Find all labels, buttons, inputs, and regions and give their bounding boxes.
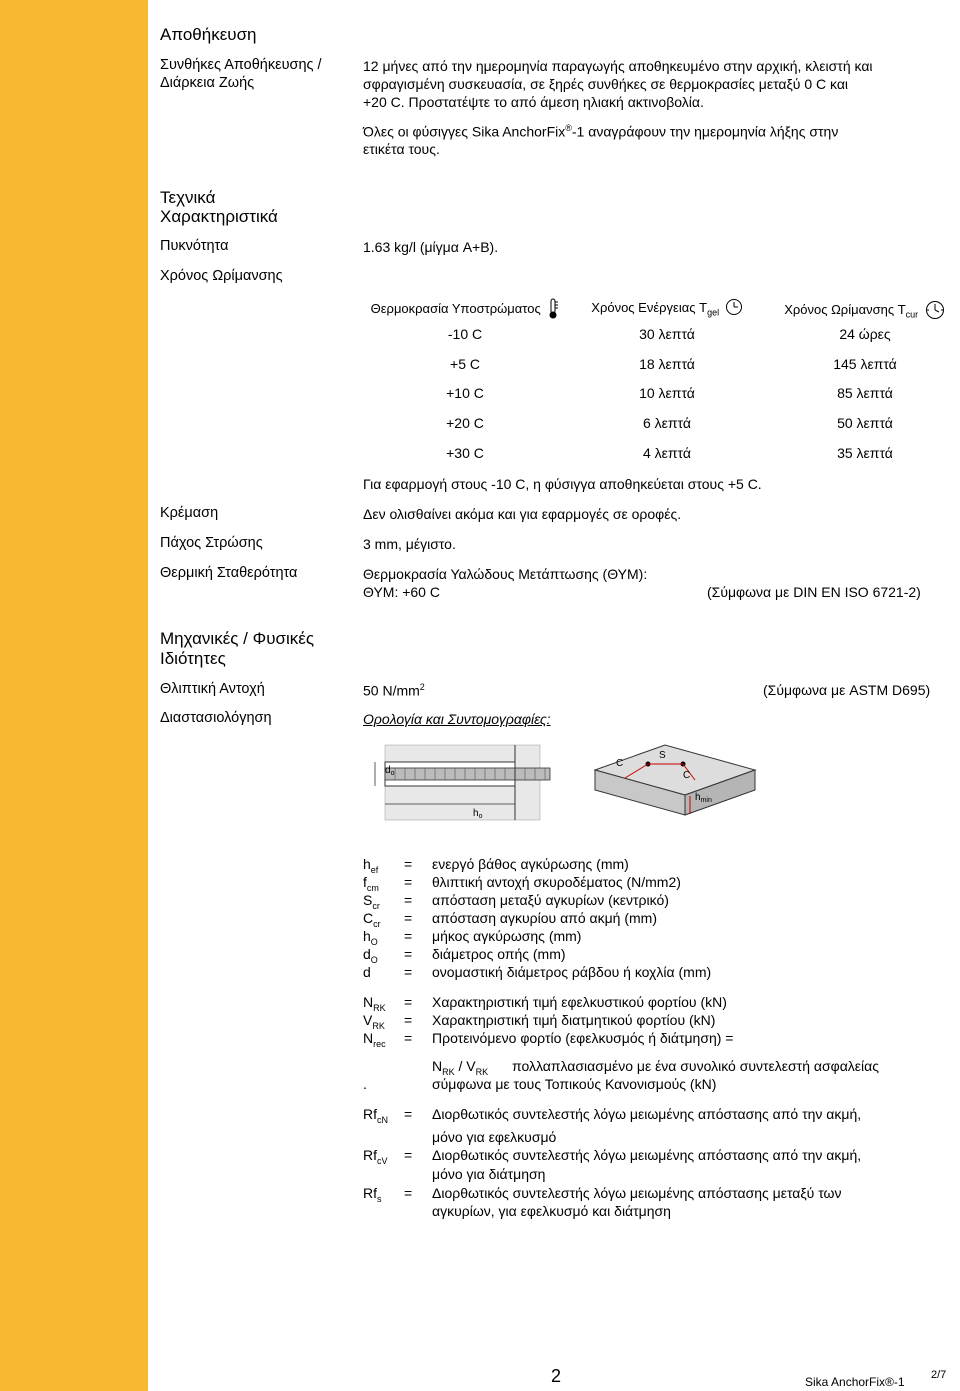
curing-row	[365, 379, 957, 409]
glossary-symbol: $C_{cr}$	[363, 910, 381, 929]
s-label: S	[659, 750, 666, 761]
ratio-dot: .	[363, 1076, 367, 1092]
stopwatch-icon	[924, 298, 946, 320]
glossary-symbol: $Rf_{cV}$	[363, 1147, 388, 1166]
equals-sign: =	[404, 994, 413, 1010]
cell-cure: 50 λεπτά	[837, 415, 893, 431]
ratio-text-1: πολλαπλασιασμένο με ένα συνολικό συντελεστή ασφαλείας	[512, 1058, 879, 1074]
equals-sign: =	[404, 946, 413, 962]
glossary-definition: Διορθωτικός συντελεστής λόγω μειωμένης απόστασης από την ακμή,	[432, 1147, 862, 1163]
footer-product: Sika AnchorFix®-1	[805, 1375, 905, 1389]
storage-line-3: +20 C. Προστατέψτε το από άμεση ηλιακή ακτινοβολία.	[363, 94, 704, 110]
glossary-symbol: $Rf_{cN}$	[363, 1106, 388, 1125]
sag-value: Δεν ολισθαίνει ακόμα και για εφαρμογές σε οροφές.	[363, 506, 682, 522]
equals-sign: =	[404, 1012, 413, 1028]
clock-icon	[725, 298, 743, 316]
cell-gel: 18 λεπτά	[639, 356, 695, 372]
glossary-definition: ονομαστική διάμετρος ράβδου ή κοχλία (mm)	[432, 964, 712, 980]
design-subtitle: Ορολογία και Συντομογραφίες:	[363, 711, 551, 727]
header-substrate: Θερμοκρασία Υποστρώματος	[365, 298, 565, 320]
design-label: Διαστασιολόγηση	[160, 710, 272, 726]
storage-line-4	[363, 123, 838, 140]
c-label-left: C	[616, 758, 624, 769]
storage-heading: Αποθήκευση	[160, 25, 257, 44]
glossary-symbol: $V_{RK}$	[363, 1012, 385, 1031]
glossary-definition: απόσταση αγκυρίου από ακμή (mm)	[432, 910, 657, 926]
thermal-line-1: Θερμοκρασία Υαλώδους Μετάπτωσης (ΘΥΜ):	[363, 566, 648, 582]
cell-gel: 4 λεπτά	[642, 445, 691, 461]
glossary-definition: θλιπτική αντοχή σκυροδέματος (N/mm2)	[432, 874, 681, 890]
glossary-symbol: $h_{ef}$	[363, 856, 379, 875]
equals-sign: =	[404, 1106, 413, 1122]
ratio-text-2: σύμφωνα με τους Τοπικούς Κανονισμούς (kN)	[432, 1076, 717, 1092]
glossary-definition: ενεργό βάθος αγκύρωσης (mm)	[432, 856, 629, 872]
cell-gel: 6 λεπτά	[642, 415, 691, 431]
equals-sign: =	[404, 1185, 413, 1201]
registered-mark: ®	[565, 123, 572, 133]
cell-gel: 10 λεπτά	[639, 385, 695, 401]
ratio-formula: $N_{RK} / V_{RK}$	[432, 1058, 489, 1077]
glossary-definition: Προτεινόμενο φορτίο (εφελκυσμός ή διάτμηση) =	[432, 1030, 734, 1046]
tech-heading-1: Τεχνικά	[160, 188, 216, 207]
glossary-symbol: d	[363, 964, 371, 980]
glossary-definition-cont: αγκυρίων, για εφελκυσμό και διάτμηση	[432, 1203, 671, 1219]
glossary-symbol: $S_{cr}$	[363, 892, 380, 911]
cell-gel: 30 λεπτά	[639, 326, 695, 342]
thermal-label: Θερμική Σταθερότητα	[160, 565, 298, 581]
header-cure-time: Χρόνος Ωρίμανσης $T_{cur}$	[775, 298, 955, 320]
footer-page-of: 2/7	[931, 1369, 947, 1381]
header-gel-time: Χρόνος Ενέργειας $T_{gel}$	[567, 298, 767, 318]
page-number: 2	[551, 1366, 562, 1386]
equals-sign: =	[404, 1030, 413, 1046]
hmin-label: $h_{min}$	[695, 792, 712, 804]
glossary-symbol: $Rf_s$	[363, 1185, 382, 1204]
storage-line-4a: Όλες οι φύσιγγες Sika AnchorFix	[363, 123, 566, 140]
glossary-definition: Διορθωτικός συντελεστής λόγω μειωμένης απόστασης από την ακμή,	[432, 1106, 862, 1122]
curing-note: Για εφαρμογή στους -10 C, η φύσιγγα αποθηκεύεται στους +5 C.	[363, 476, 762, 492]
storage-line-4b: -1 αναγράφουν την ημερομηνία λήξης στην	[571, 123, 839, 140]
d0-label: $d_o$	[385, 765, 395, 777]
equals-sign: =	[404, 928, 413, 944]
cell-temp: +30 C	[446, 445, 484, 461]
glossary-definition: Διορθωτικός συντελεστής λόγω μειωμένης απόστασης μεταξύ των	[432, 1185, 842, 1201]
glossary-definition: Χαρακτηριστική τιμή διατμητικού φορτίου (kN)	[432, 1012, 716, 1028]
cell-cure: 85 λεπτά	[837, 385, 893, 401]
glossary-symbol: $N_{rec}$	[363, 1030, 386, 1049]
equals-sign: =	[404, 856, 413, 872]
glossary-definition: διάμετρος οπής (mm)	[432, 946, 566, 962]
mech-heading-1: Μηχανικές / Φυσικές	[160, 629, 315, 648]
cell-temp: +5 C	[450, 356, 480, 372]
storage-label-2: Διάρκεια Ζωής	[160, 75, 255, 91]
cell-temp: -10 C	[447, 326, 483, 342]
sidebar-accent	[0, 0, 148, 1391]
compressive-standard: (Σύμφωνα με ASTM D695)	[763, 682, 931, 698]
thermal-line-2: ΘΥΜ: +60 C	[363, 584, 440, 600]
h0-label: $h_o$	[473, 808, 483, 820]
equals-sign: =	[404, 1147, 413, 1163]
compressive-label: Θλιπτική Αντοχή	[160, 681, 265, 697]
glossary-symbol: $h_O$	[363, 928, 378, 947]
equals-sign: =	[404, 874, 413, 890]
compressive-value: 50 $N/mm^2$	[363, 682, 425, 699]
sag-label: Κρέμαση	[160, 505, 219, 521]
curing-row	[365, 409, 957, 439]
curing-label: Χρόνος Ωρίμανσης	[160, 268, 283, 284]
equals-sign: =	[404, 910, 413, 926]
mech-heading-2: Ιδιότητες	[160, 649, 226, 668]
glossary-definition-cont: μόνο για διάτμηση	[432, 1166, 546, 1182]
cell-cure: 145 λεπτά	[833, 356, 897, 372]
glossary-definition: απόσταση μεταξύ αγκυρίων (κεντρικό)	[432, 892, 669, 908]
glossary-symbol: $N_{RK}$	[363, 994, 386, 1013]
cell-cure: 35 λεπτά	[837, 445, 893, 461]
storage-line-1: 12 μήνες από την ημερομηνία παραγωγής αποθηκευμένο στην αρχική, κλειστή και	[363, 58, 873, 74]
density-value: 1.63 kg/l (μίγμα A+B).	[363, 239, 499, 255]
equals-sign: =	[404, 892, 413, 908]
anchor-diagram	[365, 740, 760, 830]
cell-temp: +10 C	[446, 385, 484, 401]
glossary-definition: μήκος αγκύρωσης (mm)	[432, 928, 582, 944]
curing-row	[365, 320, 957, 350]
thermal-standard: (Σύμφωνα με DIN EN ISO 6721-2)	[707, 584, 921, 600]
glossary-definition: Χαρακτηριστική τιμή εφελκυστικού φορτίου (kN)	[432, 994, 727, 1010]
density-label: Πυκνότητα	[160, 238, 229, 254]
curing-row	[365, 439, 957, 469]
thermometer-icon	[547, 298, 559, 320]
curing-table-header	[365, 290, 957, 320]
storage-label-1: Συνθήκες Αποθήκευσης /	[160, 57, 322, 73]
tech-heading-2: Χαρακτηριστικά	[160, 207, 278, 226]
c-label-right: C	[683, 770, 691, 781]
thickness-value: 3 mm, μέγιστο.	[363, 536, 456, 552]
glossary-symbol: $d_O$	[363, 946, 378, 965]
storage-line-2: σφραγισμένη συσκευασία, σε ξηρές συνθήκες σε θερμοκρασίες μεταξύ 0 C και	[363, 76, 849, 92]
glossary-symbol: $f_{cm}$	[363, 874, 379, 893]
equals-sign: =	[404, 964, 413, 980]
thickness-label: Πάχος Στρώσης	[160, 535, 263, 551]
cell-cure: 24 ώρες	[839, 326, 891, 342]
curing-row	[365, 350, 957, 380]
cell-temp: +20 C	[446, 415, 484, 431]
glossary-definition-cont: μόνο για εφελκυσμό	[432, 1129, 557, 1145]
storage-line-5: ετικέτα τους.	[363, 141, 440, 157]
